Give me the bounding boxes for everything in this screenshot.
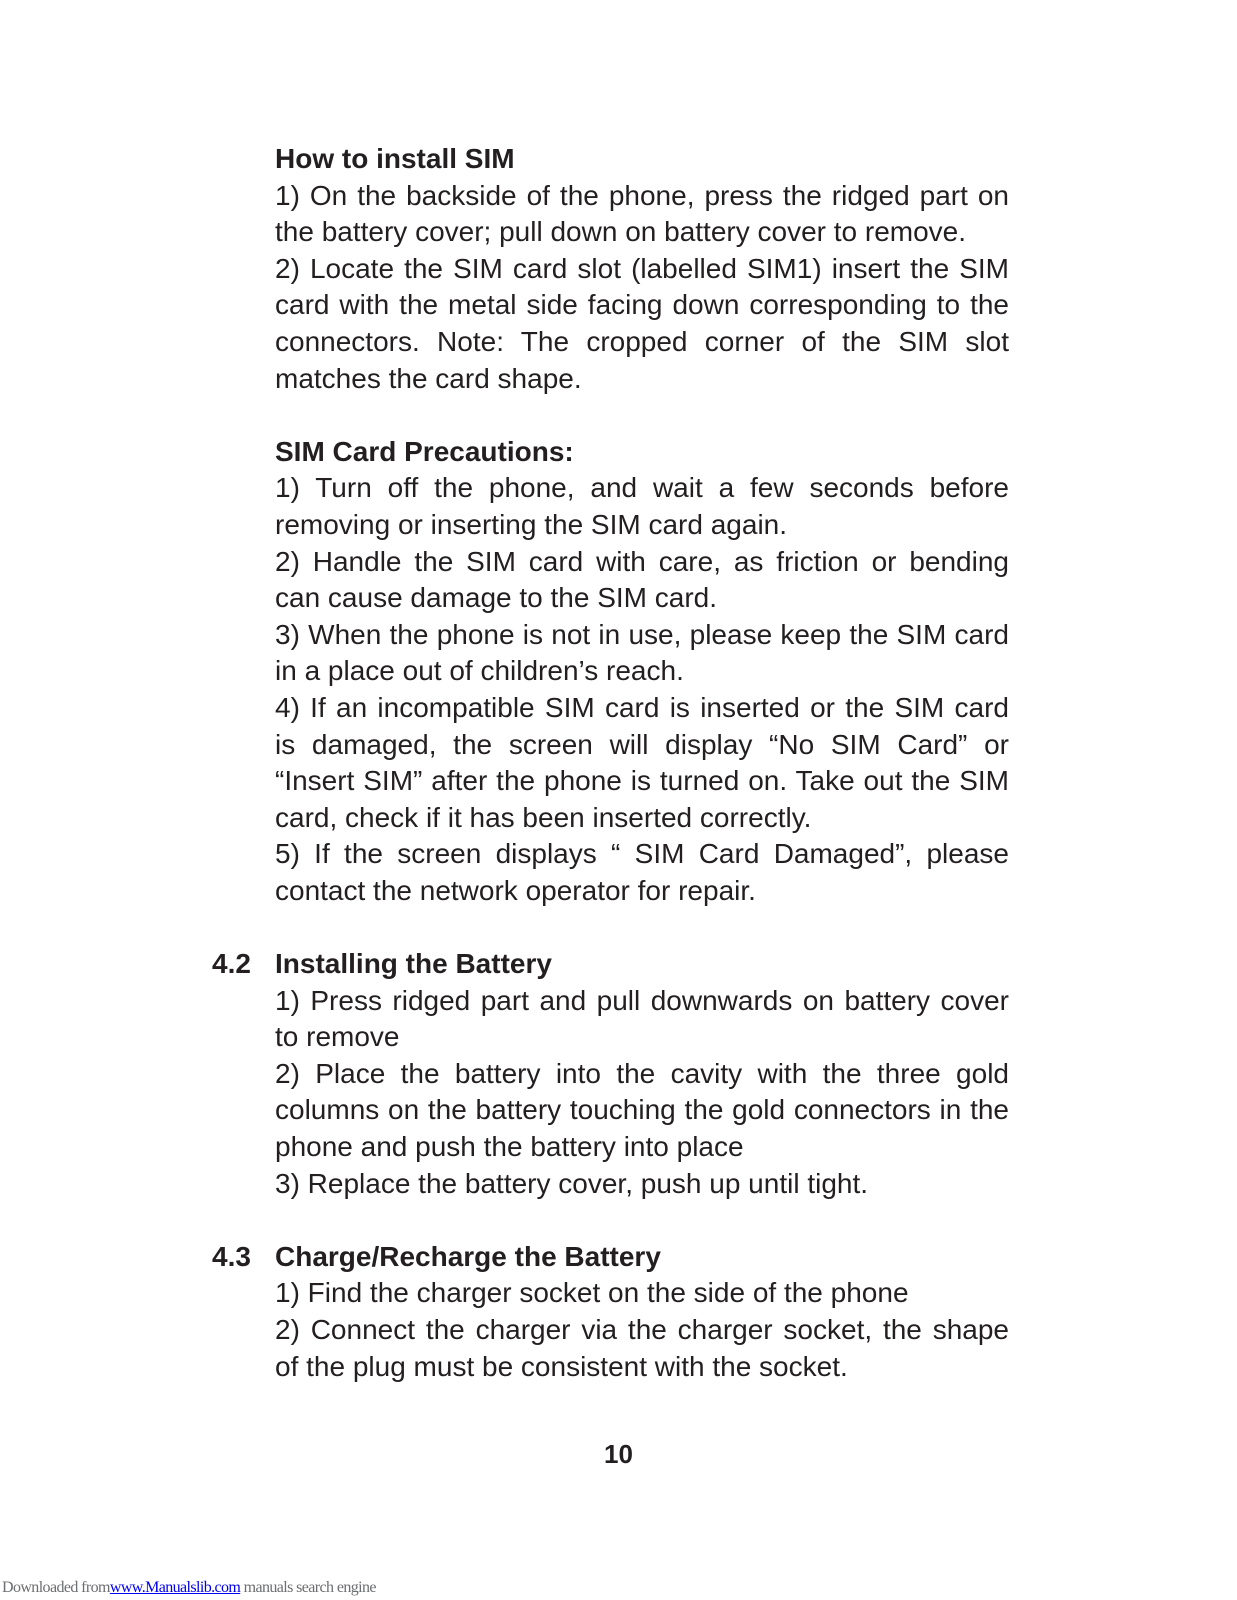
charge-step-2: 2) Connect the charger via the charger socket, the shape of the plug must be consistent with the socket. — [275, 1314, 1009, 1382]
manualslib-link[interactable]: www.Manualslib.com — [109, 1579, 241, 1596]
section-title: Charge/Recharge the Battery — [275, 1240, 661, 1272]
battery-install-step-1: 1) Press ridged part and pull downwards on battery cover to remove — [275, 984, 1009, 1053]
sim-install-step-2: 2) Locate the SIM card slot (labelled SIM1) insert the SIM card with the metal side facing down corresponding to the connectors. Note: The cropped corner of the SIM slot matches the card shape. — [275, 252, 1009, 394]
battery-install-step-3: 3) Replace the battery cover, push up until tight. — [275, 1167, 869, 1199]
footer-prefix: Downloaded from — [2, 1579, 110, 1596]
sim-precaution-2: 2) Handle the SIM card with care, as friction or bending can cause damage to the SIM card. — [275, 545, 1009, 614]
sim-install-step-1: 1) On the backside of the phone, press the ridged part on the battery cover; pull down on battery cover to remove. — [275, 179, 1009, 248]
manual-page-content — [212, 141, 1009, 1385]
download-footer — [2, 1578, 376, 1598]
sim-precaution-4: 4) If an incompatible SIM card is inserted or the SIM card is damaged, the screen will display “No SIM Card” or “Insert SIM” after the phone is turned on. Take out the SIM card, check if it has been inserted correctly. — [275, 691, 1009, 833]
battery-install-step-2: 2) Place the battery into the cavity with the three gold columns on the battery touching the gold connectors in the phone and push the battery into place — [275, 1057, 1009, 1163]
sim-precaution-5: 5) If the screen displays “ SIM Card Damaged”, please contact the network operator for repair. — [275, 838, 1009, 906]
sim-precaution-3: 3) When the phone is not in use, please keep the SIM card in a place out of children’s reach. — [275, 618, 1009, 687]
sim-precautions-heading: SIM Card Precautions: — [275, 435, 574, 467]
page-number: 10 — [604, 1439, 633, 1469]
section-number: 4.3 — [212, 1240, 251, 1272]
footer-suffix: manuals search engine — [240, 1579, 376, 1596]
charge-step-1: 1) Find the charger socket on the side of the phone — [275, 1277, 909, 1309]
sim-install-heading: How to install SIM — [275, 143, 515, 174]
section-4-2-heading — [212, 946, 1009, 983]
section-title: Installing the Battery — [275, 948, 552, 980]
spacer — [275, 909, 1009, 946]
spacer — [275, 397, 1009, 434]
section-4-3-heading — [212, 1239, 1009, 1276]
sim-precaution-1: 1) Turn off the phone, and wait a few seconds before removing or inserting the SIM card again. — [275, 472, 1009, 540]
spacer — [275, 1202, 1009, 1239]
section-number: 4.2 — [212, 948, 251, 980]
